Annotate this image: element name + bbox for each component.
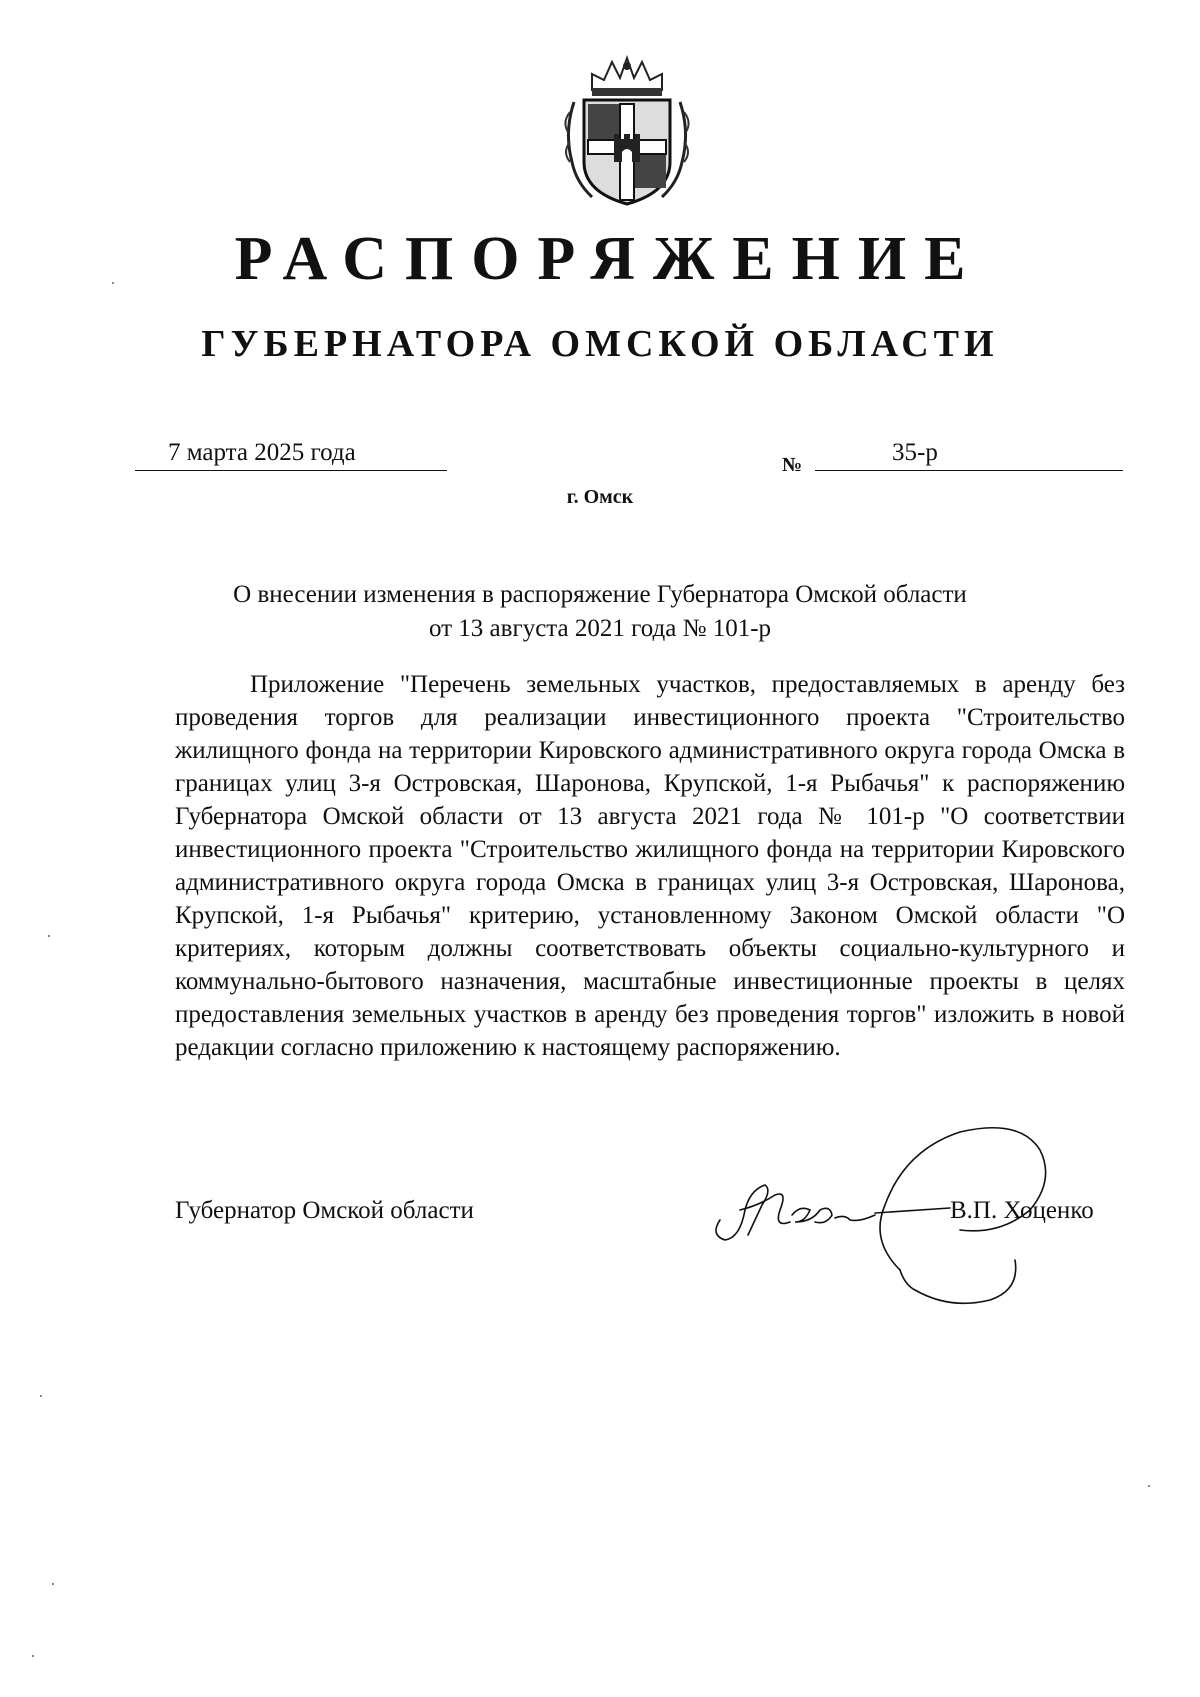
scan-speck [52,1583,54,1585]
scan-speck [40,1395,42,1397]
date-underline [135,470,447,471]
heading-line-1: О внесении изменения в распоряжение Губернатора Омской области [233,581,967,608]
number-sign: № [782,454,803,476]
document-number: 35-р [892,439,938,466]
coat-of-arms-icon [562,52,692,212]
date-value: 7 марта 2025 года [168,439,356,466]
scan-speck [112,282,114,284]
number-underline [815,470,1123,471]
document-title: РАСПОРЯЖЕНИЕ [234,225,984,293]
city-label: г. Омск [566,486,634,508]
heading-line-2: от 13 августа 2021 года № 101-р [428,615,772,642]
signature-icon [700,1110,1060,1310]
scan-speck [1148,1485,1150,1487]
document-heading [150,578,1050,646]
scan-speck [32,1655,34,1657]
body-paragraph: Приложение "Перечень земельных участков, предоставляемых в аренду без проведения торгов для реализации инвестиционного проекта "Строительство жилищного фонда на территории Кировского административного округа города Омска в границах улиц 3-я Островская, Шаронова, Крупской, 1-я Рыбачья" к распоряжению Губернатора Омской области от 13 августа 2021 года № 101-р "О соответствии инвестиционного проекта "Строительство жилищного фонда на территории Кировского административного округа города Омска в границах улиц 3-я Островская, Шаронова, Крупской, 1-я Рыбачья" критерию, установленному Законом Омской области "О критериях, которым должны соответствовать объекты социально-культурного и коммунально-бытового назначения, масштабные инвестиционные проекты в целях предоставления земельных участков в аренду без проведения торгов" изложить в новой редакции согласно приложению к настоящему распоряжению. [175,671,1125,1061]
signatory-name: В.П. Хоценко [950,1197,1094,1224]
document-subtitle: ГУБЕРНАТОРА ОМСКОЙ ОБЛАСТИ [201,323,999,365]
signatory-position: Губернатор Омской области [175,1197,474,1224]
scan-speck [48,935,50,937]
